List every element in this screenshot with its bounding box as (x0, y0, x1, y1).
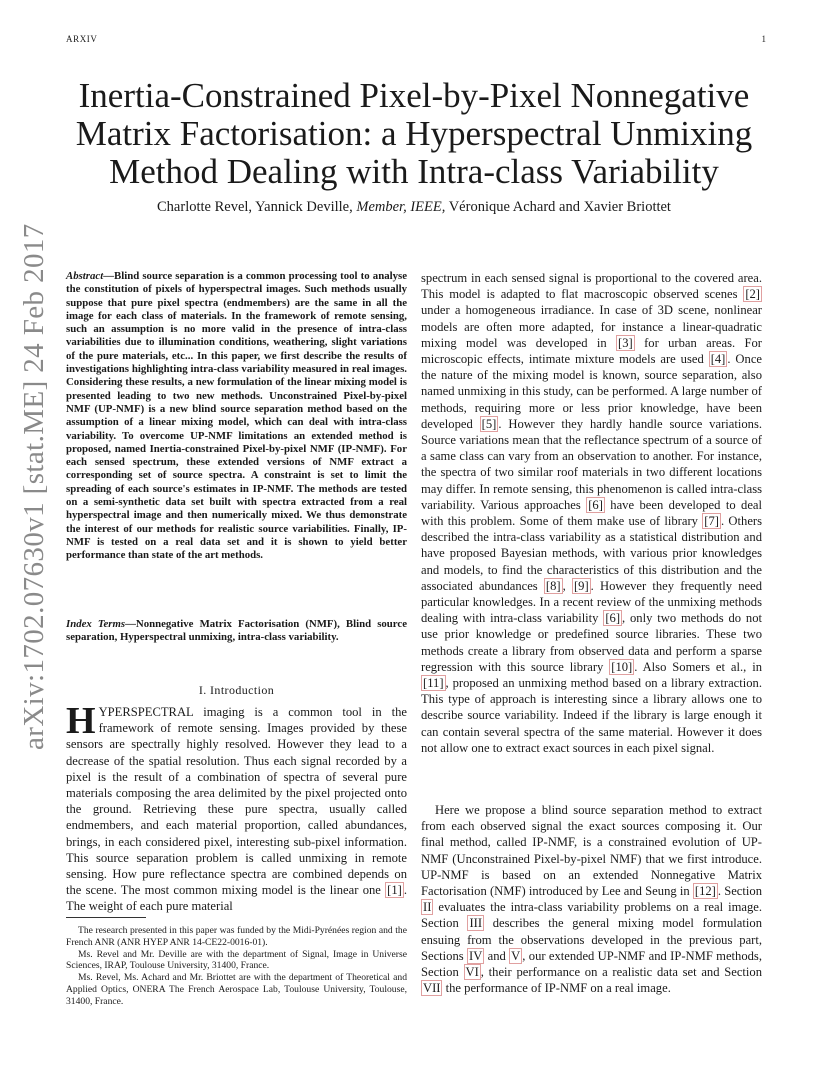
citation-link-2[interactable]: [2] (745, 287, 760, 302)
index-terms-text: —Nonnegative Matrix Factorisation (NMF), Blind source separation, Hyperspectral unmixing, intra-class variability. (66, 618, 407, 644)
text-run: the performance of IP-NMF on a real image. (442, 981, 671, 996)
text-run: , proposed an unmixing method based on a library extraction. This type of approach is interesting since a library allows one to describe source variability. Indeed if the library is large enough it can contain several spectra of the same material. However it does not allow one to extract exact sources in each pixel signal. (421, 676, 762, 755)
citation-link-5[interactable]: [5] (481, 416, 497, 431)
citation-link-6b[interactable]: [6] (605, 611, 621, 626)
citation-link-3[interactable]: [3] (618, 335, 633, 350)
citation-link-6[interactable]: [6] (588, 497, 603, 512)
text-run: , their performance on a realistic data set and Section (480, 965, 763, 980)
journal-name: ARXIV (66, 34, 98, 44)
footnote-affiliation-irap: Ms. Revel and Mr. Deville are with the department of Signal, Image in Universe Sciences, IRAP, Toulouse University, 31400, France. (66, 948, 407, 972)
text-run: spectrum in each sensed signal is proportional to the covered area. This model is adapted to flat macroscopic observed scenes (421, 271, 762, 302)
citation-link-1[interactable]: [1] (387, 883, 402, 898)
contribution-paragraph (421, 802, 762, 996)
text-run: . Also Somers et al., in (634, 659, 762, 674)
text-run: and (484, 948, 510, 963)
intro-paragraph-continued (421, 270, 762, 756)
footnote-affiliation-onera: Ms. Revel, Ms. Achard and Mr. Briottet are with the department of Theoretical and Applied Optics, ONERA The French Aerospace Lab, Toulouse University, Toulouse, 31400, France. (66, 972, 407, 1007)
drop-cap: H (66, 700, 96, 742)
text-run: , (562, 578, 572, 593)
introduction-paragraph (66, 700, 407, 915)
text-run: . However they hardly handle source variations. Source variations mean that the reflectance spectrum of a source of a same class can vary from an observation to another. For instance, the spectra of two similar roof materials in two different locations may differ. In remote sensing, this phenomenon is called intra-class variability. Various approaches (421, 416, 762, 512)
text-run: under a homogeneous irradiance. In case of 3D scene, nonlinear models are often more adapted, for instance a linear-quadratic mixing model was developed in (421, 303, 762, 350)
section-heading-introduction: I. Introduction (198, 683, 275, 697)
footnote-funding: The research presented in this paper was funded by the Midi-Pyrénées region and the French ANR (ANR HYEP ANR 14-CE22-0016-01). (66, 925, 407, 948)
section-ref-5[interactable]: V (511, 948, 521, 963)
citation-link-12[interactable]: [12] (694, 884, 716, 899)
text-run: , our extended UP-NMF and IP-NMF methods, Section (421, 948, 762, 980)
intro-tail: . The weight of each pure material (66, 883, 407, 914)
paper-title: Inertia-Constrained Pixel-by-Pixel Nonnegative Matrix Factorisation: a Hyperspectral Unmixing Method Dealing with Intra-class Variability (75, 76, 753, 191)
index-terms (66, 618, 407, 645)
text-run: . Once the nature of the mixing model is known, source separation, also named unmixing in this study, can be performed. A large number of methods, requiring more or less prior knowledge, have been developed (421, 352, 763, 431)
citation-link-9[interactable]: [9] (573, 578, 589, 593)
text-run: have been developed to deal with this problem. Some of them make use of library (421, 497, 762, 529)
citation-link-10[interactable]: [10] (611, 659, 633, 674)
footnotes (66, 925, 407, 1008)
citation-link-7[interactable]: [7] (704, 514, 719, 529)
arxiv-identifier: arXiv:1702.07630v1 [stat.ME] 24 Feb 2017 (18, 223, 50, 750)
intro-text: YPERSPECTRAL imaging is a common tool in the framework of remote sensing. Images provided by these sensors are spectrally highly resolved. However they lead to a decrease of the spatial resolution. Thus each signal recorded by a pixel is the result of a combination of spectra of several pure materials composing the area delimited by the pixel projected onto the ground. Retrieving these pure spectra, usually called endmembers, and each material proportion, called abundances, brings, in each considered pixel, interesting sub-pixel information. This source separation problem is called unmixing in remote sensing. How pure reflectance spectra are combined depends on the scene. The most common mixing model is the linear one (66, 705, 407, 898)
text-run: for urban areas. For microscopic effects, intimate mixture models are used (421, 335, 762, 367)
authors-part1: Charlotte Revel, Yannick Deville, (157, 199, 357, 215)
section-ref-4[interactable]: IV (469, 948, 483, 963)
author-list (66, 199, 762, 216)
section-ref-3[interactable]: III (469, 916, 483, 931)
index-terms-lead: Index Terms (66, 618, 126, 630)
authors-part2: Véronique Achard and Xavier Briottet (445, 199, 671, 215)
citation-link-8[interactable]: [8] (545, 578, 561, 593)
page-number: 1 (761, 34, 766, 44)
abstract (66, 270, 407, 563)
text-run: Here we propose a blind source separation method to extract from each observed signal the exact sources composing it. Our final method, called IP-NMF, is a constrained evolution of UP-NMF (Unconstrained Pixel-by-pixel NMF) that we first introduce. UP-NMF is based on an extended Nonnegative Matrix Factorisation (NMF) introduced by Lee and Seung in (421, 803, 762, 899)
abstract-text: —Blind source separation is a common processing tool to analyse the constitution of pixels of hyperspectral images. Such methods usually suppose that pure pixel spectra (endmembers) are the same in all the image for each class of materials. In the framework of remote sensing, such an assumption is no more valid in the presence of intra-class variabilities due to illumination conditions, weathering, slight variations of the pure materials, etc... In this paper, we first describe the results of investigations highlighting intra-class variability measured in real images. Considering these results, a new formulation of the linear mixing model is presented leading to two new methods. Unconstrained Pixel-by-pixel NMF (UP-NMF) is a new blind source separation method based on the assumption of a linear mixing model, which can deal with intra-class variability. To overcome UP-NMF limitations an extended method is proposed, named Inertia-constrained Pixel-by-pixel NMF (IP-NMF). For each sensed spectrum, these extended versions of NMF extract a corresponding set of source spectra. A constraint is set to limit the spreading of each source's estimates in IP-NMF. The methods are tested on a semi-synthetic data set built with spectra extracted from a real hyperspectral image and then numerically mixed. We thus demonstrate the interest of our methods for realistic source variabilities. Finally, IP-NMF is tested on a real data set and it is shown to yield better performance than state of the art methods. (66, 270, 407, 562)
citation-link-4[interactable]: [4] (710, 352, 726, 367)
text-run: describes the general mixing model formulation ensuing from the observations developed in the previous part, Sections (421, 916, 762, 963)
text-run: . Section (717, 884, 762, 899)
section-ref-2[interactable]: II (423, 900, 432, 915)
section-ref-6[interactable]: VI (465, 965, 479, 980)
footnote-divider (66, 917, 146, 918)
text-run: . However they frequently need particular knowledges. In a recent review of the unmixing methods dealing with intra-class variability (421, 578, 763, 626)
authors-member: Member, IEEE, (356, 199, 446, 215)
text-run: . Others described the intra-class variability as a statistical distribution and have proposed Bayesian methods, with various prior knowledges and models, to find the characteristics of this distribution and the associated abundances (421, 514, 763, 593)
abstract-lead: Abstract (66, 270, 104, 282)
text-run: , only two methods do not use prior knowledge or predefined source libraries. These two methods create a library from observed data and perform a sparse regression with this source library (421, 611, 762, 674)
section-ref-7[interactable]: VII (423, 981, 441, 996)
text-run: evaluates the intra-class variability problems on a real image. Section (421, 900, 762, 931)
citation-link-11[interactable]: [11] (423, 676, 444, 691)
